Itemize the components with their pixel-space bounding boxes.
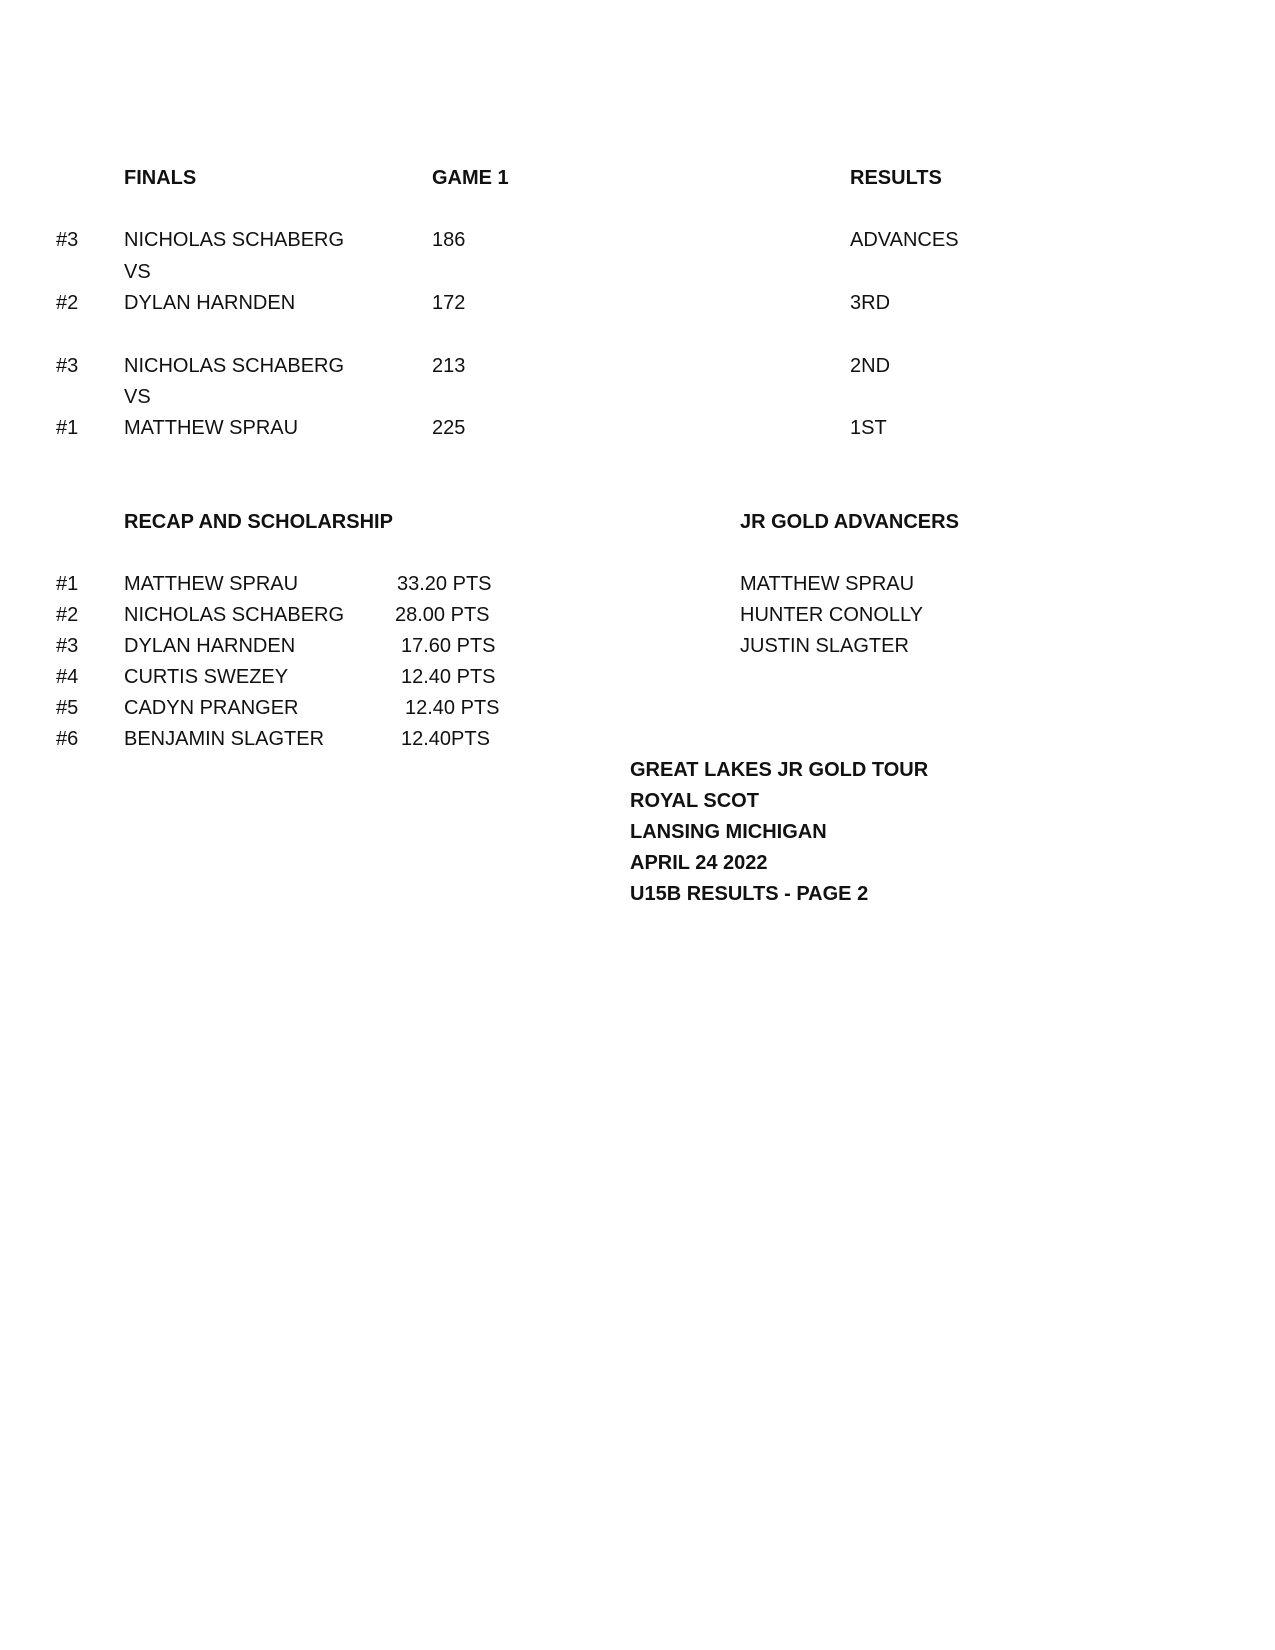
match-1-top-score: 186 [432,229,466,251]
recap-points: 17.60 PTS [401,635,496,657]
match-2-top-name: NICHOLAS SCHABERG [124,355,345,377]
finals-heading: FINALS [124,167,197,189]
event-tour-name: GREAT LAKES JR GOLD TOUR [630,759,929,781]
event-page-label: U15B RESULTS - PAGE 2 [630,883,869,905]
match-2-vs: VS [124,386,151,408]
match-2-bottom-name: MATTHEW SPRAU [124,417,299,439]
match-2-bottom-score: 225 [432,417,466,439]
recap-heading: RECAP AND SCHOLARSHIP [124,511,393,533]
match-1-top-name: NICHOLAS SCHABERG [124,229,345,251]
recap-points: 12.40 PTS [405,697,500,719]
match-2-bottom-seed: #1 [56,417,79,439]
recap-name: DYLAN HARNDEN [124,635,296,657]
recap-rank: #6 [56,728,79,750]
recap-rank: #1 [56,573,79,595]
recap-name: CURTIS SWEZEY [124,666,289,688]
advancer-name: MATTHEW SPRAU [740,573,915,595]
recap-rank: #5 [56,697,79,719]
recap-name: BENJAMIN SLAGTER [124,728,325,750]
results-heading: RESULTS [850,167,942,189]
advancer-name: JUSTIN SLAGTER [740,635,909,657]
recap-rank: #2 [56,604,79,626]
advancers-heading: JR GOLD ADVANCERS [740,511,959,533]
event-venue: ROYAL SCOT [630,790,759,812]
match-1-bottom-result: 3RD [850,292,891,314]
match-1-bottom-seed: #2 [56,292,79,314]
match-1-bottom-score: 172 [432,292,466,314]
match-2-top-result: 2ND [850,355,891,377]
event-location: LANSING MICHIGAN [630,821,827,843]
match-2-top-score: 213 [432,355,466,377]
recap-name: MATTHEW SPRAU [124,573,299,595]
match-1-top-seed: #3 [56,229,79,251]
recap-rank: #3 [56,635,79,657]
recap-points: 33.20 PTS [397,573,492,595]
advancer-name: HUNTER CONOLLY [740,604,923,626]
match-1-bottom-name: DYLAN HARNDEN [124,292,296,314]
recap-points: 28.00 PTS [395,604,490,626]
match-1-top-result: ADVANCES [850,229,959,251]
recap-name: CADYN PRANGER [124,697,299,719]
recap-name: NICHOLAS SCHABERG [124,604,345,626]
match-1-vs: VS [124,261,151,283]
game-1-heading: GAME 1 [432,167,509,189]
match-2-top-seed: #3 [56,355,79,377]
recap-rank: #4 [56,666,79,688]
recap-points: 12.40 PTS [401,666,496,688]
recap-points: 12.40PTS [401,728,490,750]
event-date: APRIL 24 2022 [630,852,768,874]
match-2-bottom-result: 1ST [850,417,887,439]
